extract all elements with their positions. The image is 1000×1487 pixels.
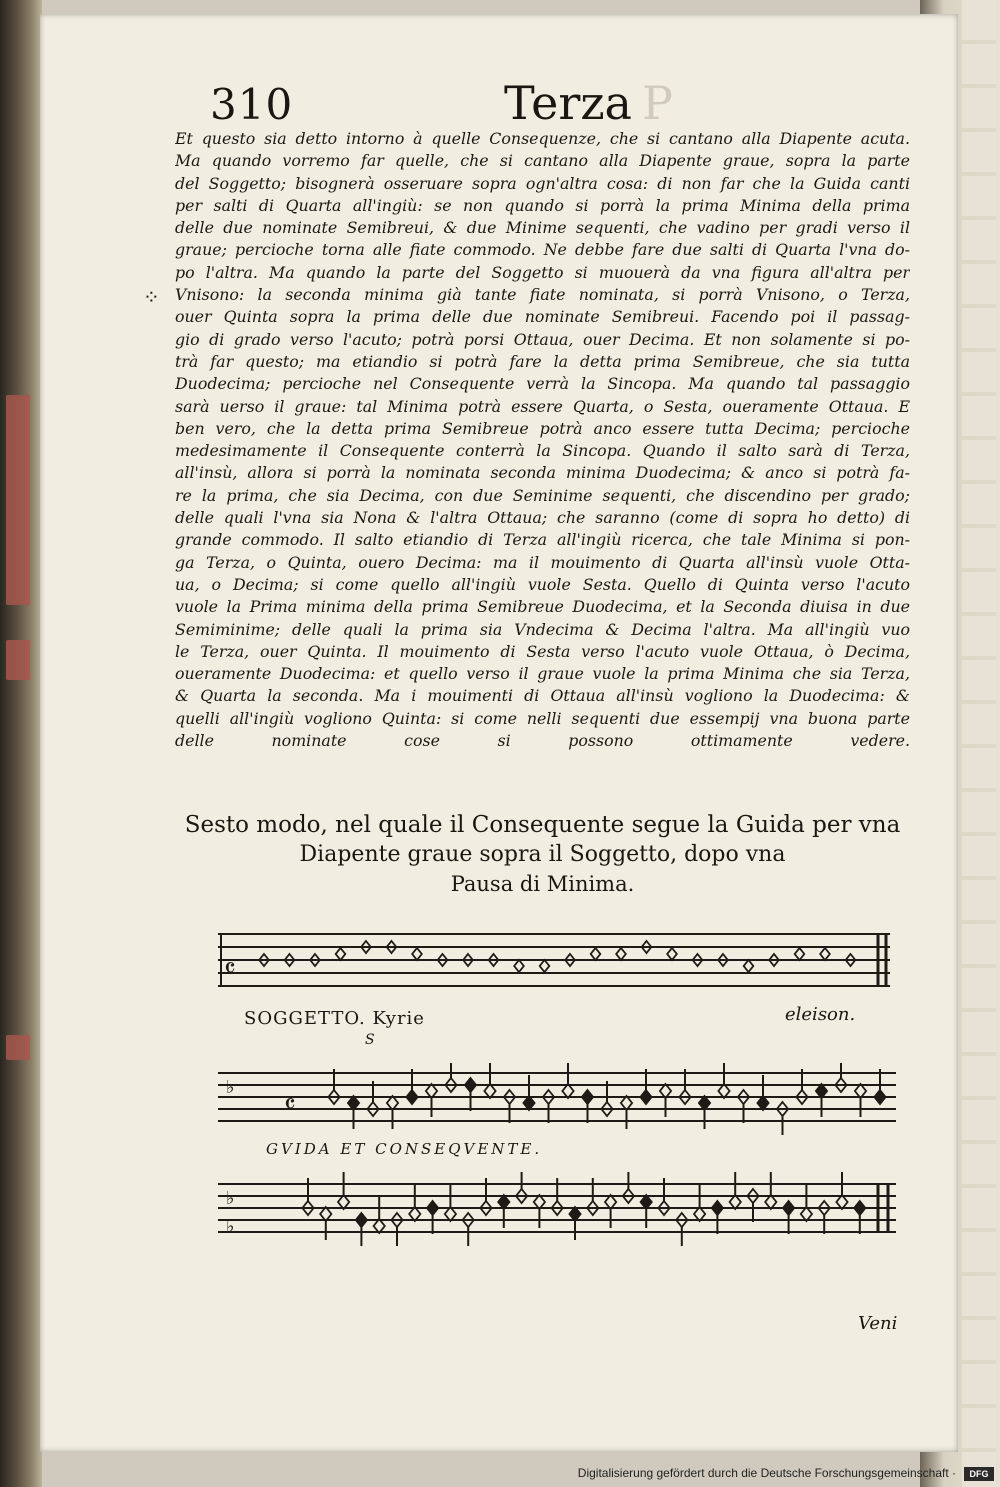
body-line: & Quarta la seconda. Ma i mouimenti di Ottaua all'insù vogliono la Duodecima: & (175, 686, 910, 706)
note-head (699, 1096, 710, 1110)
body-line: ouer Quinta sopra la prima delle due nominate Semibreui. Facendo poi il passag- (175, 307, 910, 327)
body-line: le Terza, ouer Quinta. Il mouimento di Sesta verso l'acuto vuole Ottaua, ò Decima, (175, 641, 910, 661)
note-head (406, 1090, 417, 1104)
body-line: medesimamente il Consequente conterrà la Sincopa. Quando il salto sarà di Terza, (175, 441, 910, 461)
note-head (582, 1090, 593, 1104)
note-head (667, 948, 677, 960)
note-head (855, 1084, 866, 1098)
note-head (605, 1195, 616, 1209)
note-head (427, 1201, 438, 1215)
note-head (445, 1207, 456, 1221)
body-line: delle nominate cose si possono ottimamente vedere. (175, 731, 910, 751)
body-line: quelli all'ingiù vogliono Quinta: si come nelli sequenti due essempij vna buona parte (175, 708, 910, 728)
digitization-credit: Digitalisierung gefördert durch die Deutsche Forschungsgemeinschaft · (577, 1466, 956, 1480)
note-head (616, 948, 626, 960)
body-line: all'insù, allora si porrà la nominata seconda minima Duodecima; & anco si potrà fa- (175, 463, 910, 483)
svg-text:♭: ♭ (226, 1188, 235, 1209)
body-line: per salti di Quarta all'ingiù: se non quando si porrà la prima Minima della prima (175, 195, 910, 215)
body-line: sarà uerso il graue: tal Minima potrà essere Quarta, o Sesta, oueramente Ottaua. E (175, 396, 910, 416)
note-head (765, 1195, 776, 1209)
caption-guida: GVIDA ET CONSEQVENTE. (266, 1140, 543, 1158)
note-head (562, 1084, 573, 1098)
note-head (744, 960, 754, 972)
body-line: po l'altra. Ma quando la parte del Soggetto si muouerà da vna figura all'altra per (175, 262, 910, 282)
body-line: Et questo sia detto intorno à quelle Consequenze, che si cantano alla Diapente acuta. (175, 129, 910, 148)
note-head (816, 1084, 827, 1098)
section-heading-line-1: Sesto modo, nel quale il Consequente segue la Guida per vna (184, 812, 901, 838)
page-header (40, 76, 958, 136)
note-head (534, 1195, 545, 1209)
body-line: ben vero, che la detta prima Semibreue potrà anco essere tutta Decima; percioche (175, 418, 910, 438)
edge-mark (6, 640, 30, 680)
note-head (783, 1201, 794, 1215)
body-line: trà far questo; ma etiandio si potrà fare la detta prima Semibreue, che sia tutta (175, 351, 910, 371)
body-line: Ma quando vorremo far quelle, che si cantano alla Diapente graue, sopra la parte (175, 151, 910, 171)
catchword: Veni (858, 1313, 898, 1334)
note-head (820, 948, 830, 960)
staff-consequente-notation (218, 1172, 896, 1272)
body-line: vuole la Prima minima della prima Semibreue Duodecima, et la Seconda diuisa in due (175, 597, 910, 617)
body-line: Vnisono: la seconda minima già tante fiate nominata, si porrà Vnisono, o Terza, (175, 285, 910, 305)
note-head (338, 1195, 349, 1209)
body-line: Duodecima; percioche nel Consequente verrà la Sincopa. Ma quando tal passaggio (175, 374, 910, 394)
body-line: ga Terza, o Quinta, ouero Decima: ma il mouimento di Quarta all'insù vuole Otta- (175, 552, 910, 572)
staff-soggetto-notation (218, 932, 890, 994)
body-line: gio di grado verso l'acuto; potrà porsi Ottaua, ouer Decima. Et non solamente si po- (175, 329, 910, 349)
note-head (412, 948, 422, 960)
footer-bar (0, 1463, 1000, 1487)
note-head (718, 1084, 729, 1098)
caption-eleison: eleison. (785, 1004, 856, 1025)
note-head (591, 948, 601, 960)
body-line: ua, o Decima; si come quello all'ingiù vuole Sesta. Quello di Quinta verso l'acuto (175, 574, 910, 594)
note-head (569, 1207, 580, 1221)
note-head (874, 1090, 885, 1104)
note-head (409, 1207, 420, 1221)
note-head (757, 1096, 768, 1110)
note-head (801, 1207, 812, 1221)
staff-soggetto (218, 932, 890, 992)
dfg-logo: DFG (964, 1467, 994, 1481)
body-line: del Soggetto; bisognerà osseruare sopra ogn'altra cosa: di non far che la Guida canti (175, 173, 910, 193)
body-line: delle due nominate Semibreui, & due Minime sequenti, che vadino per gradi verso il (175, 218, 910, 238)
section-heading-line-3: Pausa di Minima. (450, 872, 635, 896)
note-head (836, 1195, 847, 1209)
margin-marker: ⁘ (143, 285, 160, 309)
edge-mark (6, 1035, 30, 1060)
note-head (660, 1084, 671, 1098)
body-line: graue; percioche torna alle fiate commodo. Ne debbe fare due salti di Quarta l'vna do- (175, 240, 910, 260)
running-title: Terza (504, 76, 632, 130)
book-spine (0, 0, 42, 1487)
note-head (641, 1195, 652, 1209)
note-head (356, 1213, 367, 1227)
note-head (484, 1084, 495, 1098)
note-head (540, 960, 550, 972)
note-head (465, 1078, 476, 1092)
svg-text:𝄴: 𝄴 (224, 954, 236, 984)
body-line: oueramente Duodecima: et quello verso il graue vuole la prima Minima che sia Terza, (175, 664, 910, 684)
note-head (498, 1195, 509, 1209)
staff-guida-notation (218, 1063, 896, 1143)
caption-soggetto: SOGGETTO. Kyrie (244, 1008, 425, 1029)
edge-mark (6, 395, 30, 605)
page-number: 310 (210, 80, 294, 129)
svg-text:♭: ♭ (226, 1216, 235, 1237)
section-heading-line-2: Diapente graue sopra il Soggetto, dopo vna (299, 842, 786, 867)
staff-guida (218, 1063, 896, 1123)
note-head (621, 1096, 632, 1110)
note-head (336, 948, 346, 960)
staff-consequente (218, 1172, 896, 1237)
svg-text:𝄴: 𝄴 (284, 1090, 296, 1120)
note-head (712, 1201, 723, 1215)
note-head (854, 1201, 865, 1215)
note-head (426, 1084, 437, 1098)
note-head (730, 1195, 741, 1209)
note-head (694, 1207, 705, 1221)
note-head (374, 1219, 385, 1233)
body-line: delle quali l'vna sia Nona & l'altra Ottaua; che saranno (come di sopra ho detto) di (175, 508, 910, 528)
note-head (387, 1096, 398, 1110)
caption-s-mark: S (365, 1032, 375, 1048)
note-head (348, 1096, 359, 1110)
note-head (523, 1096, 534, 1110)
svg-text:♭: ♭ (226, 1077, 235, 1098)
note-head (795, 948, 805, 960)
body-line: Semiminime; delle quali la prima sia Vndecima & Decima l'altra. Ma all'ingiù vuo (175, 619, 910, 639)
note-head (640, 1090, 651, 1104)
note-head (320, 1207, 331, 1221)
note-head (514, 960, 524, 972)
body-line: re la prima, che sia Decima, con due Seminime sequenti, che discendino per grado; (175, 485, 910, 505)
body-line: grande commodo. Il salto etiandio di Terza all'ingiù ricerca, che tale Minima si pon- (175, 530, 910, 550)
bleed-through-letter: P (642, 76, 673, 130)
body-text (175, 128, 910, 752)
